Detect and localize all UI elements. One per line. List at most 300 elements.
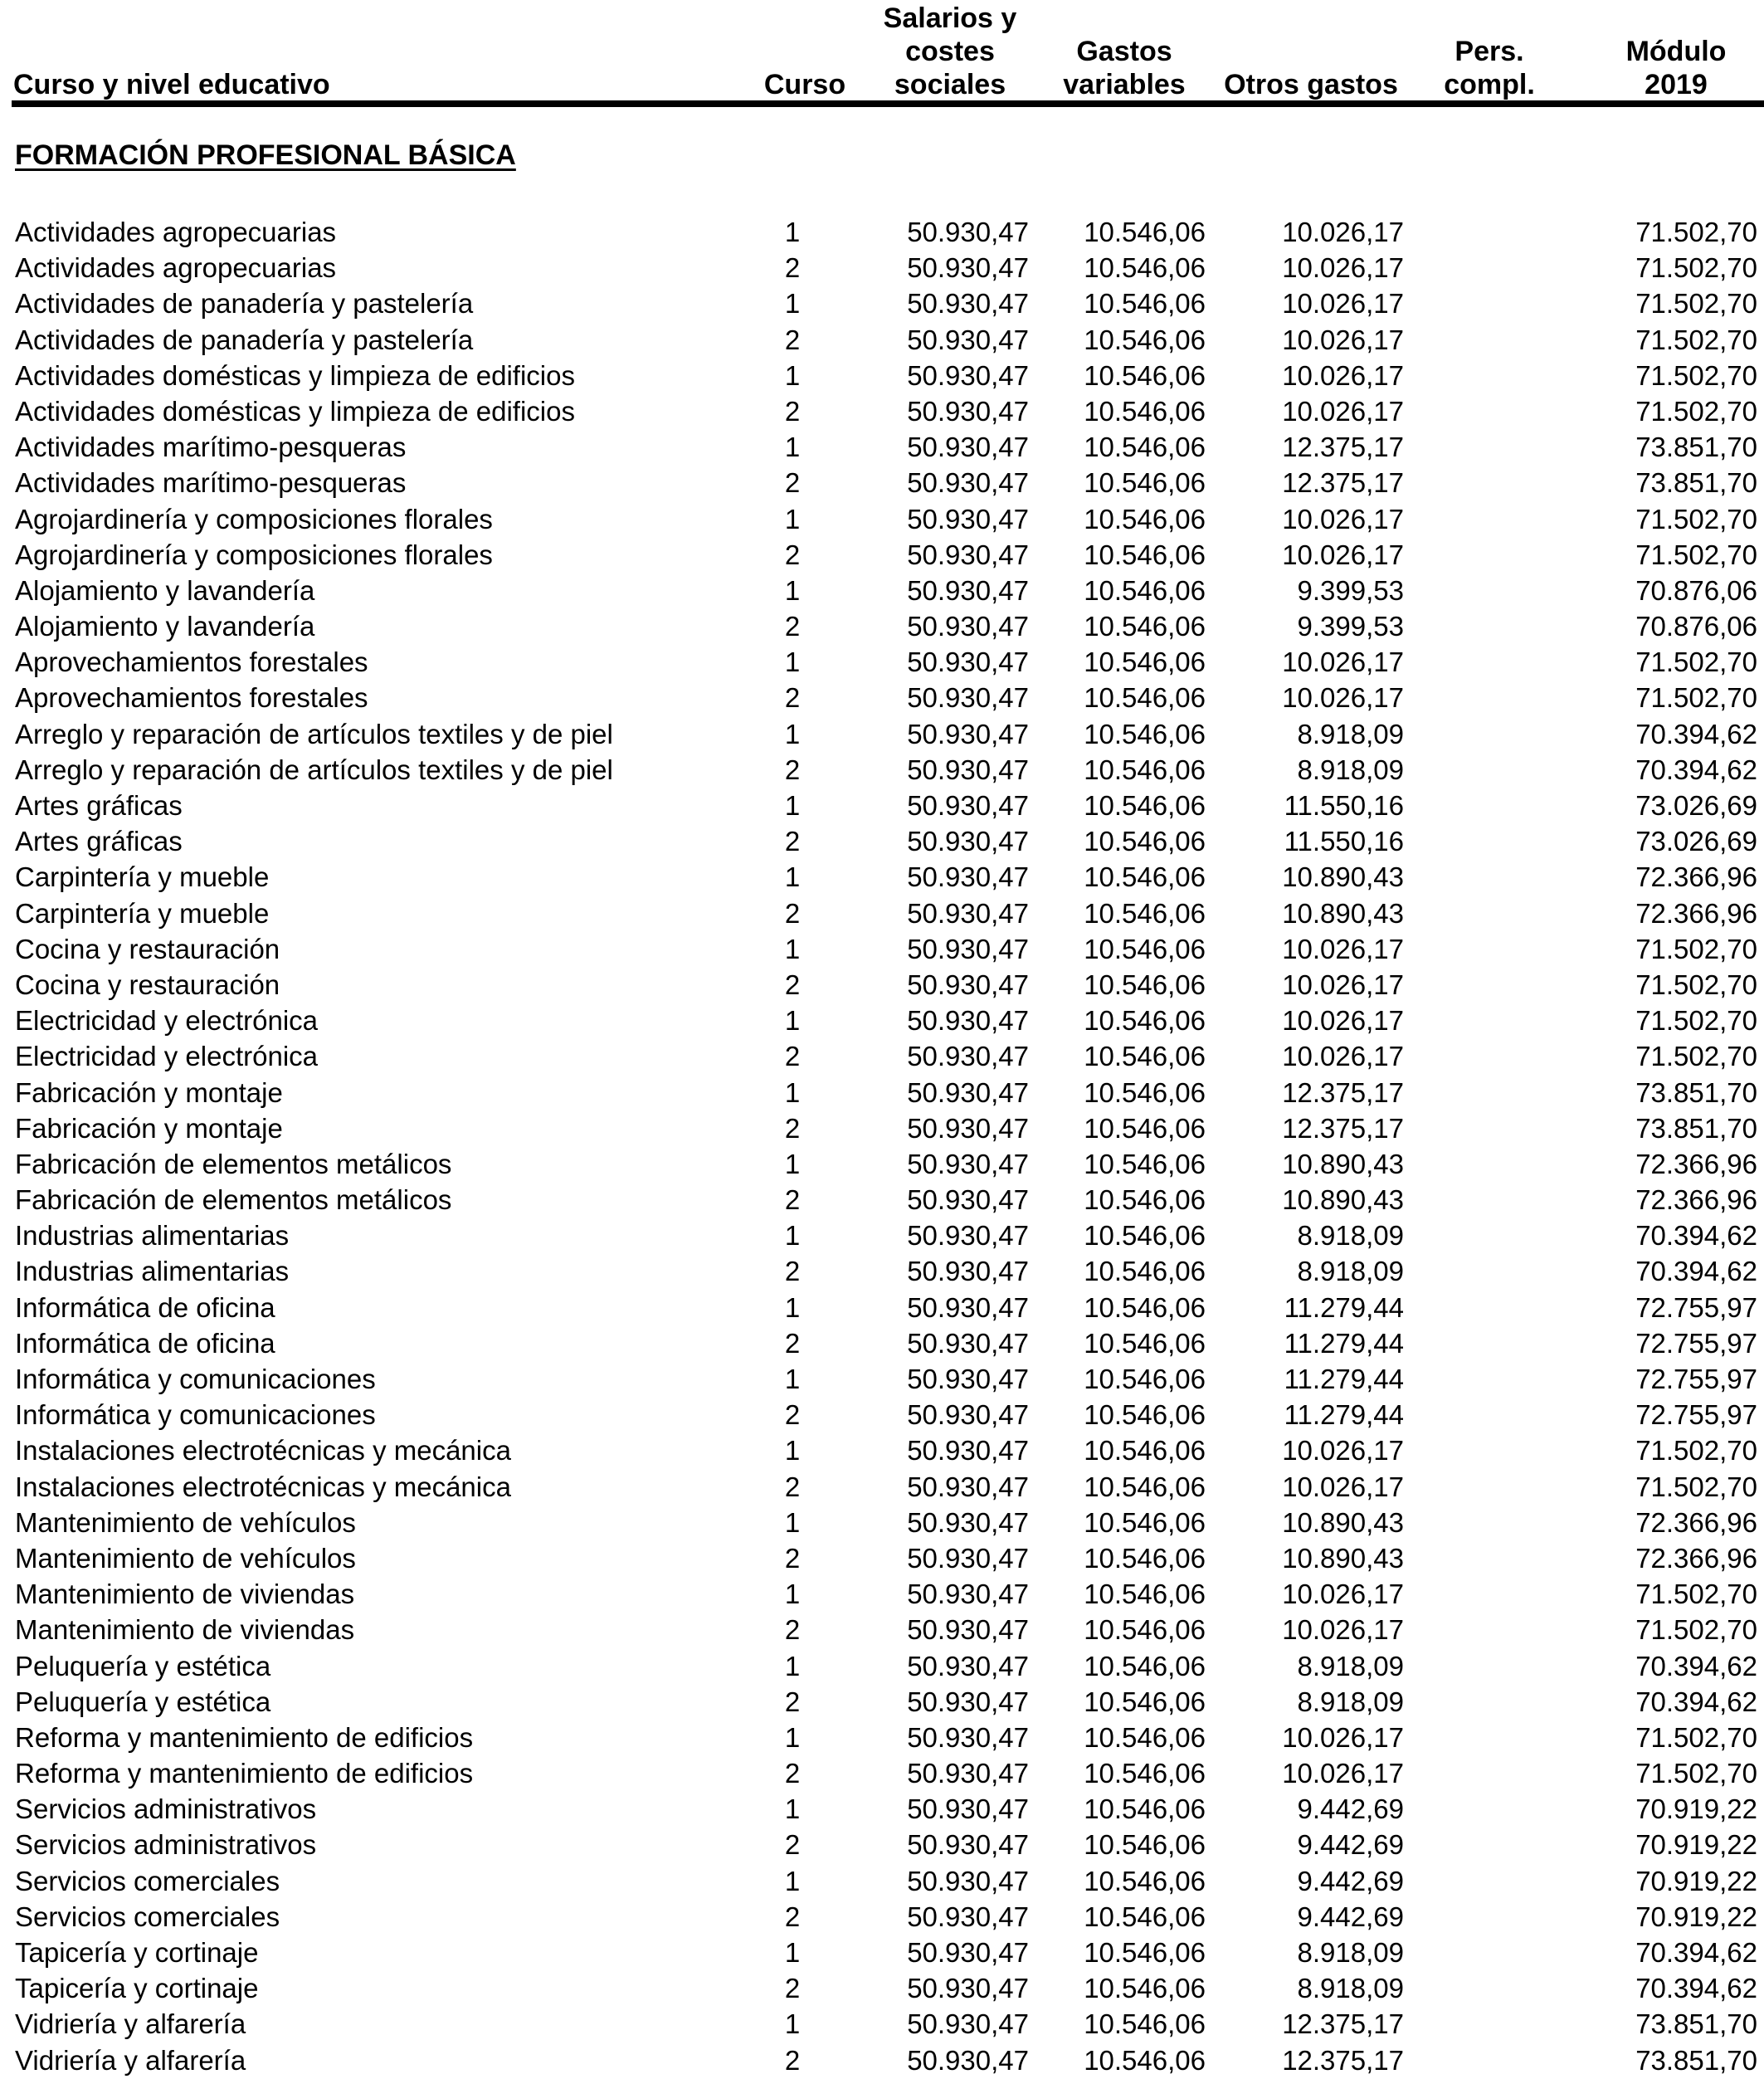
table-row: [0, 896, 1764, 931]
salarios-cell: 50.930,47: [907, 288, 1029, 320]
table-row: [0, 2042, 1764, 2078]
gastos-variables-cell: 10.546,06: [1084, 1364, 1206, 1394]
table-row: [0, 931, 1764, 967]
table-row: [0, 752, 1764, 788]
gastos-variables-cell: 10.546,06: [1084, 1005, 1206, 1037]
course-name-cell: Actividades marítimo-pesqueras: [15, 432, 407, 463]
curso-cell: 1: [784, 1148, 801, 1179]
gastos-variables-cell: 10.546,06: [1084, 861, 1206, 893]
modulo-cell: 73.851,70: [1635, 1076, 1757, 1108]
modulo-cell: 71.502,70: [1635, 1614, 1757, 1646]
gastos-variables-cell: 10.546,06: [1084, 1794, 1206, 1825]
curso-cell: 2: [784, 897, 801, 929]
curso-cell: 1: [784, 718, 801, 749]
gastos-variables-cell: 10.546,06: [1084, 1829, 1206, 1861]
gastos-variables-cell: 10.546,06: [1084, 1973, 1206, 2004]
course-name-cell: Peluquería y estética: [15, 1686, 271, 1717]
table-row: [0, 501, 1764, 537]
table-row: [0, 1612, 1764, 1647]
salarios-cell: 50.930,47: [907, 1327, 1029, 1359]
modulo-cell: 73.026,69: [1635, 826, 1757, 857]
curso-cell: 1: [784, 861, 801, 893]
curso-cell: 1: [784, 1291, 801, 1323]
otros-gastos-cell: 10.026,17: [1282, 1435, 1404, 1467]
modulo-cell: 71.502,70: [1635, 539, 1757, 570]
curso-cell: 2: [784, 1471, 801, 1502]
course-name-cell: Alojamiento y lavandería: [15, 574, 315, 606]
salarios-cell: 50.930,47: [907, 467, 1029, 499]
course-name-cell: Electricidad y electrónica: [15, 1041, 318, 1072]
table-row: [0, 1361, 1764, 1397]
otros-gastos-cell: 10.026,17: [1282, 1614, 1404, 1646]
table-row: [0, 1146, 1764, 1182]
gastos-variables-cell: 10.546,06: [1084, 1112, 1206, 1144]
gastos-variables-cell: 10.546,06: [1084, 1865, 1206, 1896]
gastos-variables-cell: 10.546,06: [1084, 1327, 1206, 1359]
table-header: [0, 0, 1764, 108]
modulo-cell: 70.876,06: [1635, 574, 1757, 606]
gastos-variables-cell: 10.546,06: [1084, 611, 1206, 642]
curso-cell: 1: [784, 1721, 801, 1753]
course-name-cell: Servicios comerciales: [15, 1901, 280, 1932]
table-body: [0, 214, 1764, 2078]
table-row: [0, 1325, 1764, 1361]
modulo-cell: 73.851,70: [1635, 2044, 1757, 2076]
table-row: [0, 1540, 1764, 1576]
gastos-variables-cell: 10.546,06: [1084, 432, 1206, 463]
gastos-variables-cell: 10.546,06: [1084, 252, 1206, 284]
salarios-cell: 50.930,47: [907, 790, 1029, 821]
table-row: [0, 1182, 1764, 1218]
table-row: [0, 1935, 1764, 1970]
curso-cell: 2: [784, 467, 801, 499]
otros-gastos-cell: 12.375,17: [1282, 467, 1404, 499]
course-name-cell: Fabricación de elementos metálicos: [15, 1184, 452, 1216]
gastos-variables-cell: 10.546,06: [1084, 467, 1206, 499]
curso-cell: 2: [784, 1041, 801, 1072]
salarios-cell: 50.930,47: [907, 1579, 1029, 1610]
course-name-cell: Tapicería y cortinaje: [15, 1973, 259, 2004]
salarios-cell: 50.930,47: [907, 1041, 1029, 1072]
salarios-cell: 50.930,47: [907, 1973, 1029, 2004]
gastos-variables-cell: 10.546,06: [1084, 288, 1206, 320]
salarios-cell: 50.930,47: [907, 718, 1029, 749]
salarios-cell: 50.930,47: [907, 1148, 1029, 1179]
gastos-variables-cell: 10.546,06: [1084, 503, 1206, 534]
modulo-cell: 70.394,62: [1635, 1973, 1757, 2004]
modulo-cell: 70.394,62: [1635, 754, 1757, 785]
curso-cell: 1: [784, 288, 801, 320]
salarios-cell: 50.930,47: [907, 1506, 1029, 1538]
gastos-variables-cell: 10.546,06: [1084, 1435, 1206, 1467]
modulo-cell: 71.502,70: [1635, 324, 1757, 355]
gastos-variables-cell: 10.546,06: [1084, 754, 1206, 785]
modulo-cell: 70.394,62: [1635, 1650, 1757, 1681]
otros-gastos-cell: 10.026,17: [1282, 1041, 1404, 1072]
otros-gastos-cell: 11.279,44: [1284, 1399, 1404, 1431]
course-name-cell: Fabricación y montaje: [15, 1076, 283, 1108]
course-name-cell: Fabricación de elementos metálicos: [15, 1148, 452, 1179]
course-name-cell: Agrojardinería y composiciones florales: [15, 503, 493, 534]
gastos-variables-cell: 10.546,06: [1084, 682, 1206, 714]
table-row: [0, 1863, 1764, 1899]
curso-cell: 2: [784, 682, 801, 714]
gastos-variables-cell: 10.546,06: [1084, 1650, 1206, 1681]
salarios-cell: 50.930,47: [907, 1721, 1029, 1753]
course-name-cell: Servicios administrativos: [15, 1794, 317, 1825]
gastos-variables-cell: 10.546,06: [1084, 1686, 1206, 1717]
salarios-cell: 50.930,47: [907, 1758, 1029, 1789]
course-name-cell: Actividades agropecuarias: [15, 217, 337, 247]
course-name-cell: Industrias alimentarias: [15, 1256, 290, 1287]
course-name-cell: Vidriería y alfarería: [15, 2008, 246, 2040]
salarios-cell: 50.930,47: [907, 1364, 1029, 1394]
table-row: [0, 322, 1764, 358]
otros-gastos-cell: 12.375,17: [1282, 2008, 1404, 2040]
salarios-cell: 50.930,47: [907, 359, 1029, 391]
modulo-cell: 70.394,62: [1635, 1937, 1757, 1968]
salarios-cell: 50.930,47: [907, 682, 1029, 714]
modulo-cell: 73.026,69: [1635, 790, 1757, 821]
curso-cell: 2: [784, 1399, 801, 1431]
course-name-cell: Aprovechamientos forestales: [15, 682, 368, 714]
gastos-variables-cell: 10.546,06: [1084, 1291, 1206, 1323]
table-row: [0, 1648, 1764, 1684]
modulo-cell: 71.502,70: [1635, 288, 1757, 320]
otros-gastos-cell: 10.026,17: [1282, 395, 1404, 427]
table-row: [0, 1075, 1764, 1110]
otros-gastos-cell: 9.442,69: [1297, 1901, 1404, 1932]
gastos-variables-cell: 10.546,06: [1084, 718, 1206, 749]
salarios-cell: 50.930,47: [907, 1220, 1029, 1252]
header-salarios: Salarios y costes sociales: [883, 2, 1017, 100]
curso-cell: 1: [784, 933, 801, 964]
otros-gastos-cell: 9.399,53: [1297, 611, 1404, 642]
curso-cell: 2: [784, 969, 801, 1000]
course-name-cell: Arreglo y reparación de artículos textiles y de piel: [15, 754, 613, 785]
salarios-cell: 50.930,47: [907, 539, 1029, 570]
otros-gastos-cell: 10.026,17: [1282, 503, 1404, 534]
course-name-cell: Carpintería y mueble: [15, 897, 270, 929]
curso-cell: 1: [784, 1865, 801, 1896]
modulo-cell: 71.502,70: [1635, 969, 1757, 1000]
otros-gastos-cell: 9.442,69: [1297, 1865, 1404, 1896]
table-row: [0, 1755, 1764, 1791]
salarios-cell: 50.930,47: [907, 432, 1029, 463]
modulo-cell: 72.366,96: [1635, 1542, 1757, 1574]
salarios-cell: 50.930,47: [907, 1829, 1029, 1861]
otros-gastos-cell: 10.890,43: [1282, 1148, 1404, 1179]
modulo-cell: 72.755,97: [1635, 1399, 1757, 1431]
salarios-cell: 50.930,47: [907, 1076, 1029, 1108]
curso-cell: 1: [784, 1005, 801, 1037]
gastos-variables-cell: 10.546,06: [1084, 1542, 1206, 1574]
otros-gastos-cell: 12.375,17: [1282, 1076, 1404, 1108]
gastos-variables-cell: 10.546,06: [1084, 1579, 1206, 1610]
salarios-cell: 50.930,47: [907, 1542, 1029, 1574]
modulo-cell: 70.876,06: [1635, 611, 1757, 642]
otros-gastos-cell: 11.279,44: [1284, 1364, 1404, 1394]
gastos-variables-cell: 10.546,06: [1084, 1471, 1206, 1502]
otros-gastos-cell: 10.026,17: [1282, 933, 1404, 964]
gastos-variables-cell: 10.546,06: [1084, 1256, 1206, 1287]
curso-cell: 1: [784, 1435, 801, 1467]
salarios-cell: 50.930,47: [907, 2008, 1029, 2040]
curso-cell: 1: [784, 1794, 801, 1825]
salarios-cell: 50.930,47: [907, 1112, 1029, 1144]
modulo-cell: 72.366,96: [1635, 1148, 1757, 1179]
course-name-cell: Artes gráficas: [15, 826, 183, 857]
table-row: [0, 1110, 1764, 1146]
otros-gastos-cell: 10.026,17: [1282, 252, 1404, 284]
otros-gastos-cell: 10.026,17: [1282, 647, 1404, 678]
salarios-cell: 50.930,47: [907, 1614, 1029, 1646]
salarios-cell: 50.930,47: [907, 1184, 1029, 1216]
course-name-cell: Agrojardinería y composiciones florales: [15, 539, 493, 570]
course-name-cell: Informática y comunicaciones: [15, 1399, 376, 1431]
gastos-variables-cell: 10.546,06: [1084, 574, 1206, 606]
header-pers-compl: Pers. compl.: [1444, 36, 1535, 100]
otros-gastos-cell: 8.918,09: [1297, 1650, 1404, 1681]
table-row: [0, 967, 1764, 1003]
course-name-cell: Mantenimiento de vehículos: [15, 1506, 356, 1538]
curso-cell: 2: [784, 324, 801, 355]
modulo-cell: 70.919,22: [1635, 1829, 1757, 1861]
gastos-variables-cell: 10.546,06: [1084, 1184, 1206, 1216]
course-name-cell: Servicios administrativos: [15, 1829, 317, 1861]
modulo-cell: 73.851,70: [1635, 1112, 1757, 1144]
table-row: [0, 1576, 1764, 1612]
modulo-cell: 71.502,70: [1635, 1005, 1757, 1037]
curso-cell: 1: [784, 217, 801, 247]
curso-cell: 1: [784, 1579, 801, 1610]
course-name-cell: Carpintería y mueble: [15, 861, 270, 893]
gastos-variables-cell: 10.546,06: [1084, 1399, 1206, 1431]
otros-gastos-cell: 10.026,17: [1282, 1579, 1404, 1610]
otros-gastos-cell: 11.279,44: [1284, 1327, 1404, 1359]
otros-gastos-cell: 10.026,17: [1282, 1758, 1404, 1789]
gastos-variables-cell: 10.546,06: [1084, 1041, 1206, 1072]
curso-cell: 1: [784, 432, 801, 463]
otros-gastos-cell: 11.550,16: [1284, 826, 1404, 857]
course-name-cell: Instalaciones electrotécnicas y mecánica: [15, 1435, 511, 1467]
salarios-cell: 50.930,47: [907, 217, 1029, 247]
salarios-cell: 50.930,47: [907, 754, 1029, 785]
course-name-cell: Arreglo y reparación de artículos textiles y de piel: [15, 718, 613, 749]
otros-gastos-cell: 10.026,17: [1282, 324, 1404, 355]
modulo-cell: 72.755,97: [1635, 1364, 1757, 1394]
otros-gastos-cell: 9.399,53: [1297, 574, 1404, 606]
curso-cell: 1: [784, 1650, 801, 1681]
course-name-cell: Cocina y restauración: [15, 969, 280, 1000]
salarios-cell: 50.930,47: [907, 324, 1029, 355]
otros-gastos-cell: 10.026,17: [1282, 288, 1404, 320]
curso-cell: 1: [784, 790, 801, 821]
table-row: [0, 1899, 1764, 1935]
course-name-cell: Instalaciones electrotécnicas y mecánica: [15, 1471, 511, 1502]
table-row: [0, 1397, 1764, 1432]
curso-cell: 2: [784, 1686, 801, 1717]
modulo-cell: 73.851,70: [1635, 2008, 1757, 2040]
otros-gastos-cell: 8.918,09: [1297, 718, 1404, 749]
table-row: [0, 716, 1764, 752]
course-name-cell: Reforma y mantenimiento de edificios: [15, 1721, 474, 1753]
modulo-cell: 73.851,70: [1635, 467, 1757, 499]
table-row: [0, 1791, 1764, 1827]
course-name-cell: Tapicería y cortinaje: [15, 1937, 259, 1968]
gastos-variables-cell: 10.546,06: [1084, 539, 1206, 570]
otros-gastos-cell: 10.026,17: [1282, 969, 1404, 1000]
salarios-cell: 50.930,47: [907, 611, 1029, 642]
curso-cell: 1: [784, 1220, 801, 1252]
curso-cell: 1: [784, 1076, 801, 1108]
otros-gastos-cell: 10.890,43: [1282, 861, 1404, 893]
curso-cell: 2: [784, 1256, 801, 1287]
table-row: [0, 1505, 1764, 1540]
curso-cell: 2: [784, 754, 801, 785]
modulo-cell: 71.502,70: [1635, 1471, 1757, 1502]
gastos-variables-cell: 10.546,06: [1084, 324, 1206, 355]
modulo-cell: 71.502,70: [1635, 1579, 1757, 1610]
curso-cell: 2: [784, 2044, 801, 2076]
otros-gastos-cell: 10.026,17: [1282, 682, 1404, 714]
salarios-cell: 50.930,47: [907, 1794, 1029, 1825]
table-row: [0, 393, 1764, 429]
table-row: [0, 285, 1764, 321]
curso-cell: 2: [784, 395, 801, 427]
modulo-cell: 70.919,22: [1635, 1794, 1757, 1825]
modulo-cell: 71.502,70: [1635, 395, 1757, 427]
salarios-cell: 50.930,47: [907, 1865, 1029, 1896]
modulo-cell: 72.366,96: [1635, 1506, 1757, 1538]
course-name-cell: Informática de oficina: [15, 1291, 275, 1323]
salarios-cell: 50.930,47: [907, 1901, 1029, 1932]
curso-cell: 2: [784, 252, 801, 284]
salarios-cell: 50.930,47: [907, 1399, 1029, 1431]
table-row: [0, 2006, 1764, 2042]
course-name-cell: Actividades marítimo-pesqueras: [15, 467, 407, 499]
course-name-cell: Actividades agropecuarias: [15, 252, 337, 284]
course-name-cell: Peluquería y estética: [15, 1650, 271, 1681]
modulo-cell: 71.502,70: [1635, 1435, 1757, 1467]
header-rule: [12, 100, 1764, 107]
modulo-cell: 70.919,22: [1635, 1865, 1757, 1896]
otros-gastos-cell: 10.026,17: [1282, 1005, 1404, 1037]
modulo-cell: 70.394,62: [1635, 1256, 1757, 1287]
modulo-cell: 71.502,70: [1635, 647, 1757, 678]
modulo-cell: 71.502,70: [1635, 217, 1757, 247]
gastos-variables-cell: 10.546,06: [1084, 969, 1206, 1000]
salarios-cell: 50.930,47: [907, 252, 1029, 284]
otros-gastos-cell: 12.375,17: [1282, 432, 1404, 463]
salarios-cell: 50.930,47: [907, 2044, 1029, 2076]
modulo-cell: 72.366,96: [1635, 861, 1757, 893]
table-row: [0, 1970, 1764, 2006]
modulo-cell: 72.755,97: [1635, 1291, 1757, 1323]
table-row: [0, 1827, 1764, 1862]
modulo-cell: 71.502,70: [1635, 1758, 1757, 1789]
salarios-cell: 50.930,47: [907, 1471, 1029, 1502]
otros-gastos-cell: 10.890,43: [1282, 897, 1404, 929]
salarios-cell: 50.930,47: [907, 647, 1029, 678]
otros-gastos-cell: 10.026,17: [1282, 1471, 1404, 1502]
curso-cell: 1: [784, 2008, 801, 2040]
header-gastos-variables: Gastos variables: [1063, 36, 1186, 100]
gastos-variables-cell: 10.546,06: [1084, 897, 1206, 929]
course-name-cell: Cocina y restauración: [15, 933, 280, 964]
course-name-cell: Mantenimiento de vehículos: [15, 1542, 356, 1574]
modulo-cell: 71.502,70: [1635, 359, 1757, 391]
course-name-cell: Artes gráficas: [15, 790, 183, 821]
curso-cell: 2: [784, 1973, 801, 2004]
salarios-cell: 50.930,47: [907, 395, 1029, 427]
salarios-cell: 50.930,47: [907, 861, 1029, 893]
course-name-cell: Aprovechamientos forestales: [15, 647, 368, 678]
modulo-cell: 70.394,62: [1635, 1686, 1757, 1717]
course-name-cell: Actividades domésticas y limpieza de edificios: [15, 395, 575, 427]
gastos-variables-cell: 10.546,06: [1084, 1220, 1206, 1252]
otros-gastos-cell: 11.279,44: [1284, 1291, 1404, 1323]
otros-gastos-cell: 10.890,43: [1282, 1506, 1404, 1538]
curso-cell: 1: [784, 574, 801, 606]
salarios-cell: 50.930,47: [907, 503, 1029, 534]
curso-cell: 2: [784, 1542, 801, 1574]
table-row: [0, 788, 1764, 823]
gastos-variables-cell: 10.546,06: [1084, 826, 1206, 857]
course-name-cell: Informática de oficina: [15, 1327, 275, 1359]
modulo-cell: 70.394,62: [1635, 1220, 1757, 1252]
otros-gastos-cell: 8.918,09: [1297, 1973, 1404, 2004]
table-row: [0, 1432, 1764, 1468]
gastos-variables-cell: 10.546,06: [1084, 395, 1206, 427]
gastos-variables-cell: 10.546,06: [1084, 2008, 1206, 2040]
curso-cell: 1: [784, 503, 801, 534]
salarios-cell: 50.930,47: [907, 933, 1029, 964]
table-row: [0, 250, 1764, 285]
course-name-cell: Electricidad y electrónica: [15, 1005, 318, 1037]
table-row: [0, 1038, 1764, 1074]
table-row: [0, 1003, 1764, 1038]
table-row: [0, 644, 1764, 680]
table-row: [0, 859, 1764, 895]
otros-gastos-cell: 8.918,09: [1297, 754, 1404, 785]
gastos-variables-cell: 10.546,06: [1084, 1076, 1206, 1108]
modulo-cell: 71.502,70: [1635, 682, 1757, 714]
gastos-variables-cell: 10.546,06: [1084, 1937, 1206, 1968]
header-otros-gastos: Otros gastos: [1224, 69, 1398, 100]
curso-cell: 1: [784, 647, 801, 678]
curso-cell: 2: [784, 1112, 801, 1144]
salarios-cell: 50.930,47: [907, 1256, 1029, 1287]
table-row: [0, 465, 1764, 500]
curso-cell: 2: [784, 826, 801, 857]
curso-cell: 2: [784, 1327, 801, 1359]
table-row: [0, 608, 1764, 644]
salarios-cell: 50.930,47: [907, 1937, 1029, 1968]
table-row: [0, 1684, 1764, 1720]
gastos-variables-cell: 10.546,06: [1084, 933, 1206, 964]
gastos-variables-cell: 10.546,06: [1084, 647, 1206, 678]
table-row: [0, 358, 1764, 393]
salarios-cell: 50.930,47: [907, 1435, 1029, 1467]
otros-gastos-cell: 10.026,17: [1282, 359, 1404, 391]
otros-gastos-cell: 10.026,17: [1282, 539, 1404, 570]
modulo-cell: 73.851,70: [1635, 432, 1757, 463]
curso-cell: 2: [784, 1184, 801, 1216]
gastos-variables-cell: 10.546,06: [1084, 790, 1206, 821]
course-name-cell: Actividades de panadería y pastelería: [15, 324, 474, 355]
otros-gastos-cell: 11.550,16: [1284, 790, 1404, 821]
